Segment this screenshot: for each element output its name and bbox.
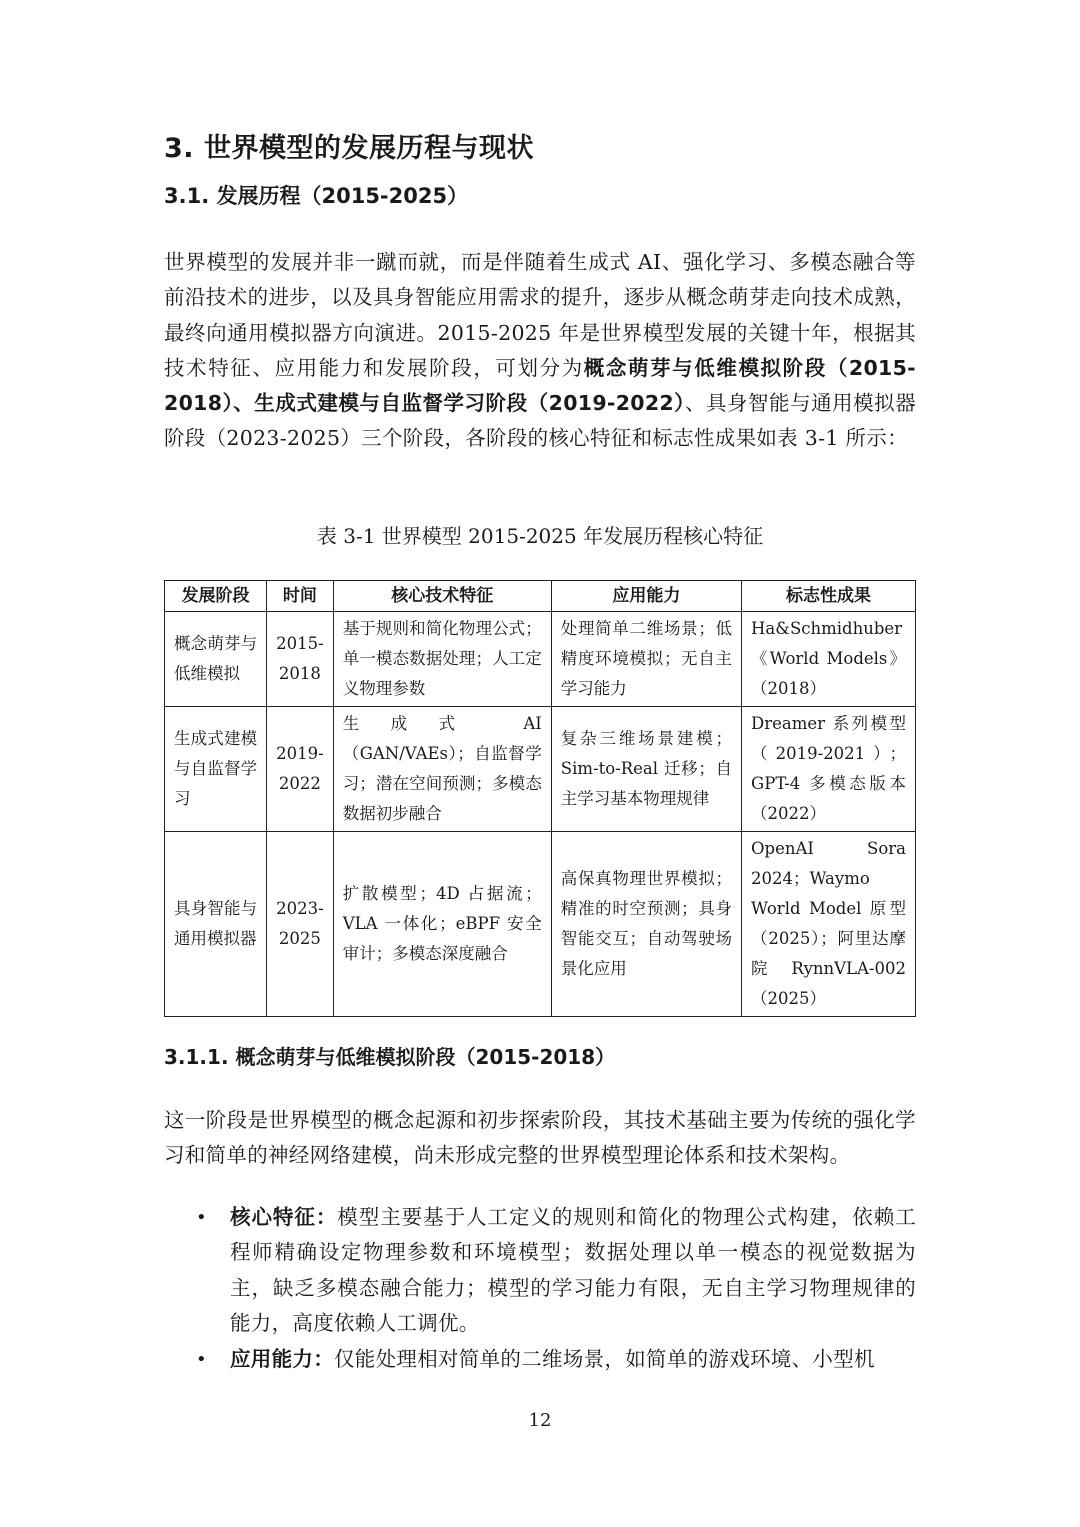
section-paragraph: 这一阶段是世界模型的概念起源和初步探索阶段，其技术基础主要为传统的强化学习和简单的神经网络建模，尚未形成完整的世界模型理论体系和技术架构。 [164, 1108, 916, 1168]
subsection-heading: 3.1. 发展历程（2015-2025） [164, 184, 469, 208]
table-cell: 2015-2018 [267, 612, 334, 707]
intro-text-1: 世界模型的发展并非一蹴而就，而是伴随着生成式 AI、强化学习、多模态融合等前沿技术的进步，以及具身智能应用需求的提升，逐步从概念萌芽走向技术成熟，最终向通用模拟器方向演进。2015-2025 年是世界模型发展的关键十年，根据其技术特征、应用能力和发展阶段，可划分为 [164, 250, 916, 380]
bullet-text: 仅能处理相对简单的二维场景，如简单的游戏环境、小型机 [334, 1347, 875, 1372]
table-cell: 处理简单二维场景；低精度环境模拟；无自主学习能力 [551, 612, 741, 707]
intro-bold-1: 概念萌芽与低维模拟阶段（2015-2018） [164, 355, 916, 416]
table-cell: 复杂三维场景建模；Sim-to-Real 迁移；自主学习基本物理规律 [551, 707, 741, 832]
bullet-list [196, 1200, 916, 1378]
table-cell: Ha&Schmidhuber《World Models》（2018） [742, 612, 916, 707]
bullet-text: 模型主要基于人工定义的规则和简化的物理公式构建，依赖工程师精确设定物理参数和环境模型；数据处理以单一模态的视觉数据为主，缺乏多模态融合能力；模型的学习能力有限，无自主学习物理规律的能力，高度依赖人工调优。 [230, 1205, 916, 1335]
table-row [165, 707, 916, 832]
development-table [164, 580, 916, 1017]
intro-separator: 、 [233, 391, 255, 416]
list-item [196, 1200, 916, 1341]
bullet-icon: • [196, 1207, 207, 1228]
bullet-icon: • [196, 1349, 207, 1371]
intro-text-2: 、具身智能与通用模拟器阶段（2023-2025）三个阶段，各阶段的核心特征和标志性成果如表 3-1 所示： [164, 391, 916, 451]
table-cell: OpenAI Sora 2024；Waymo World Model 原型（2025）；阿里达摩院 RynnVLA-002（2025） [742, 832, 916, 1017]
intro-bold-2: 生成式建模与自监督学习阶段（2019-2022） [254, 391, 685, 416]
table-cell: 高保真物理世界模拟；精准的时空预测；具身智能交互；自动驾驶场景化应用 [551, 832, 741, 1017]
table-cell: 2023-2025 [267, 832, 334, 1017]
list-item [196, 1342, 916, 1377]
bullet-label: 应用能力： [230, 1347, 334, 1372]
table-cell: 基于规则和简化物理公式；单一模态数据处理；人工定义物理参数 [333, 612, 551, 707]
page-number: 12 [528, 1410, 552, 1431]
table-cell: 生成式 AI（GAN/VAEs）；自监督学习；潜在空间预测；多模态数据初步融合 [333, 707, 551, 832]
table-row [165, 832, 916, 1017]
table-cell: 2019-2022 [267, 707, 334, 832]
column-header: 时间 [267, 581, 334, 612]
table-cell: 扩散模型；4D 占据流；VLA 一体化；eBPF 安全审计；多模态深度融合 [333, 832, 551, 1017]
subsubsection-heading: 3.1.1. 概念萌芽与低维模拟阶段（2015-2018） [164, 1045, 616, 1069]
table-header-row [165, 581, 916, 612]
table-cell: 生成式建模与自监督学习 [165, 707, 267, 832]
intro-paragraph [164, 245, 916, 457]
column-header: 应用能力 [551, 581, 741, 612]
table-cell: Dreamer 系列模型（2019-2021）；GPT-4 多模态版本（2022） [742, 707, 916, 832]
table-cell: 概念萌芽与低维模拟 [165, 612, 267, 707]
table-caption: 表 3-1 世界模型 2015-2025 年发展历程核心特征 [316, 524, 764, 548]
column-header: 标志性成果 [742, 581, 916, 612]
bullet-label: 核心特征： [230, 1205, 338, 1229]
column-header: 核心技术特征 [333, 581, 551, 612]
column-header: 发展阶段 [165, 581, 267, 612]
section-heading: 3. 世界模型的发展历程与现状 [164, 133, 534, 164]
table-row [165, 612, 916, 707]
table-cell: 具身智能与通用模拟器 [165, 832, 267, 1017]
